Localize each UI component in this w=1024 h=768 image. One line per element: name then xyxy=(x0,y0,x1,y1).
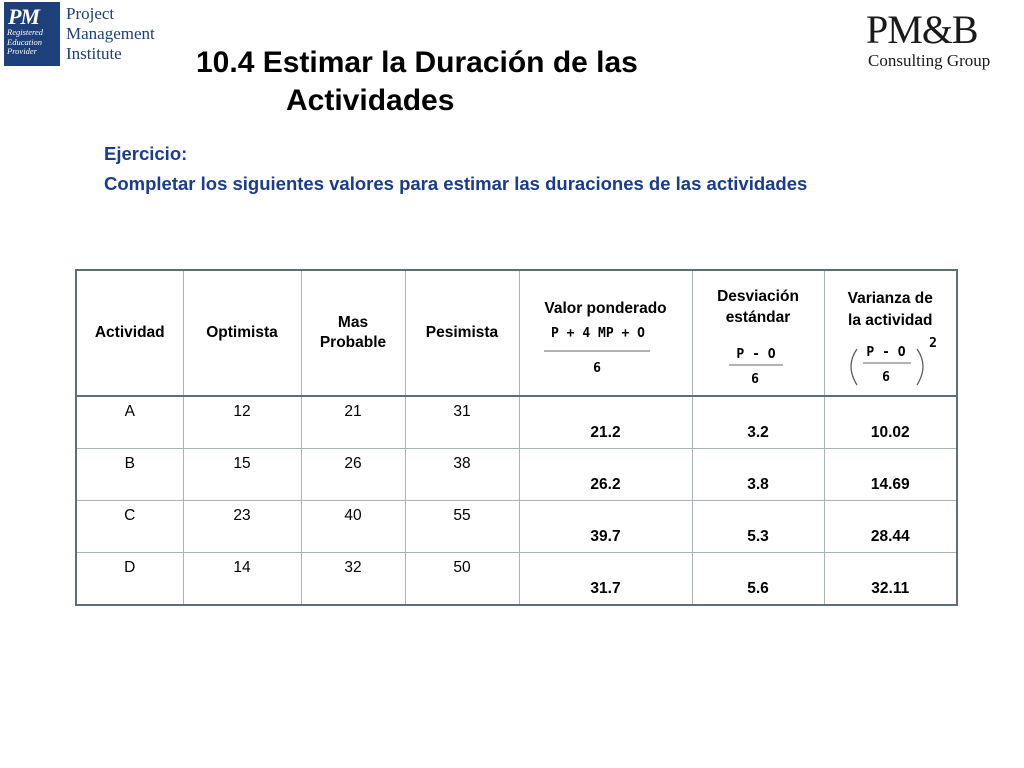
cell-pesimista: 31 xyxy=(405,396,519,449)
table-row xyxy=(76,501,957,553)
cell-actividad: A xyxy=(76,396,183,449)
header-desviacion xyxy=(692,270,824,396)
pmi-name-line: Institute xyxy=(66,44,122,63)
cell-valor-ponderado: 26.2 xyxy=(519,449,692,501)
pmi-mark-sub xyxy=(7,28,59,57)
pmi-name-line: Management xyxy=(66,24,155,43)
table-row xyxy=(76,449,957,501)
cell-pesimista: 38 xyxy=(405,449,519,501)
header-pesimista: Pesimista xyxy=(405,270,519,396)
cell-varianza: 14.69 xyxy=(824,449,957,501)
cell-desviacion: 5.3 xyxy=(692,501,824,553)
pmb-logo-sub: Consulting Group xyxy=(868,51,991,70)
pmi-mark-sub-line: Registered xyxy=(7,27,44,37)
page-title-line2: Actividades xyxy=(286,84,455,117)
formula-denominator: 6 xyxy=(750,372,759,387)
cell-pesimista: 50 xyxy=(405,553,519,606)
header-valor-ponderado xyxy=(519,270,692,396)
varianza-formula xyxy=(825,271,958,395)
cell-actividad: B xyxy=(76,449,183,501)
exercise-instruction: Completar los siguientes valores para estimar las duraciones de las actividades xyxy=(104,173,808,194)
exercise-label: Ejercicio: xyxy=(104,143,188,164)
cell-valor-ponderado: 31.7 xyxy=(519,553,692,606)
duration-table xyxy=(75,269,958,606)
formula-denominator: 6 xyxy=(881,370,890,385)
pmi-mark-sub-line: Education xyxy=(7,36,42,47)
pmb-logo-main: PM&B xyxy=(866,7,978,52)
formula-denominator: 6 xyxy=(592,361,601,376)
cell-desviacion: 3.8 xyxy=(692,449,824,501)
table-row xyxy=(76,553,957,606)
header-mas-probable-line1: Mas xyxy=(337,314,369,331)
cell-mas-probable: 26 xyxy=(301,449,405,501)
header-actividad: Actividad xyxy=(76,270,183,396)
cell-desviacion: 5.6 xyxy=(692,553,824,606)
header-desviacion-line2: estándar xyxy=(725,309,791,326)
valor-ponderado-formula xyxy=(520,271,693,395)
cell-optimista: 23 xyxy=(183,501,301,553)
pmi-mark-sub-line: Provider xyxy=(7,46,37,56)
formula-exponent: 2 xyxy=(928,336,937,351)
cell-mas-probable: 32 xyxy=(301,553,405,606)
pmi-mark-letters: PM xyxy=(8,4,39,29)
pmb-logo xyxy=(866,8,1016,70)
cell-pesimista: 55 xyxy=(405,501,519,553)
cell-varianza: 32.11 xyxy=(824,553,957,606)
cell-mas-probable: 21 xyxy=(301,396,405,449)
cell-desviacion: 3.2 xyxy=(692,396,824,449)
page-title xyxy=(196,44,836,120)
pmi-name-line: Project xyxy=(66,4,115,23)
header-mas-probable xyxy=(301,270,405,396)
cell-mas-probable: 40 xyxy=(301,501,405,553)
header-varianza-line2: la actividad xyxy=(848,312,933,329)
cell-optimista: 15 xyxy=(183,449,301,501)
desviacion-formula xyxy=(693,271,825,395)
page-title-line1: 10.4 Estimar la Duración de las xyxy=(196,46,638,79)
header-desviacion-line1: Desviación xyxy=(717,288,799,305)
formula-numerator: P - O xyxy=(735,347,776,362)
header-mas-probable-line2: Probable xyxy=(319,334,387,351)
cell-valor-ponderado: 21.2 xyxy=(519,396,692,449)
cell-actividad: C xyxy=(76,501,183,553)
header-valor-ponderado-label: Valor ponderado xyxy=(544,300,667,317)
cell-actividad: D xyxy=(76,553,183,606)
pmi-name xyxy=(66,4,155,64)
cell-valor-ponderado: 39.7 xyxy=(519,501,692,553)
pmi-logo xyxy=(4,2,154,68)
cell-optimista: 12 xyxy=(183,396,301,449)
table-header-row xyxy=(76,270,957,396)
left-paren xyxy=(851,349,857,385)
formula-numerator: P - O xyxy=(865,345,906,360)
right-paren xyxy=(917,349,923,385)
table-row xyxy=(76,396,957,449)
cell-optimista: 14 xyxy=(183,553,301,606)
header-optimista: Optimista xyxy=(183,270,301,396)
header-varianza xyxy=(824,270,957,396)
formula-numerator: P + 4 MP + O xyxy=(550,326,645,341)
pmi-mark xyxy=(4,2,60,66)
cell-varianza: 10.02 xyxy=(824,396,957,449)
header-varianza-line1: Varianza de xyxy=(847,290,933,307)
cell-varianza: 28.44 xyxy=(824,501,957,553)
